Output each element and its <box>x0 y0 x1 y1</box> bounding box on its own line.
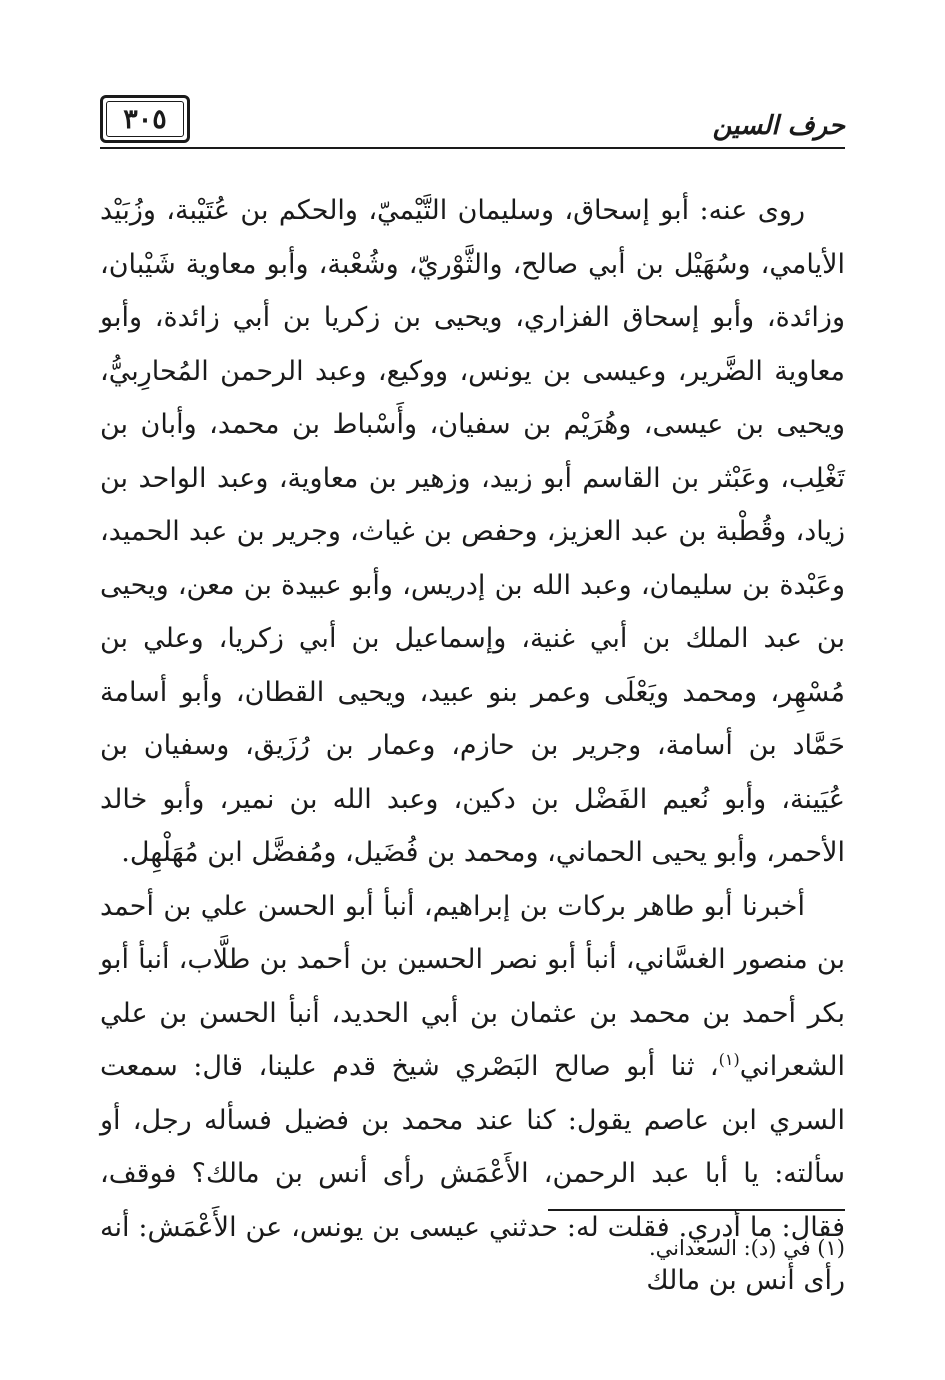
body-text <box>100 184 845 1308</box>
footnote-rule <box>548 1209 845 1211</box>
isnad-text-end: ، ثنا أبو صالح البَصْري شيخ قدم علينا، قال: سمعت السري ابن عاصم يقول: كنا عند محمد بن فضيل فسأله رجل، أو سألته: يا أبا عبد الرحمن، الأَعْمَش رأى أنس بن مالك؟ فوقف، فقال: ما أدري. فقلت له: حدثني عيسى بن يونس، عن الأَعْمَش: أنه رأى أنس بن مالك <box>100 1051 845 1296</box>
footnote-marker: (١) <box>718 1050 740 1069</box>
header-rule <box>100 147 845 149</box>
isnad-text-start: أخبرنا أبو طاهر بركات بن إبراهيم، أنبأ أبو الحسن علي بن أحمد بن منصور الغسَّاني، أنبأ أبو نصر الحسين بن أحمد بن طلَّاب، أنبأ أبو بكر أحمد بن محمد بن عثمان بن أبي الحديد، أنبأ الحسن بن علي الشعراني <box>100 890 845 1082</box>
running-title: حرف السين <box>712 111 845 141</box>
page-header <box>100 95 845 155</box>
page-number: ٣٠٥ <box>100 95 190 143</box>
footnote: (١) في (د): السعداني. <box>648 1236 845 1260</box>
paragraph-narrators: روى عنه: أبو إسحاق، وسليمان التَّيْميّ، والحكم بن عُتَيْبة، وزُبَيْد الأيامي، وسُهَيْل بن أبي صالح، والثَّوْريّ، وشُعْبة، وأبو معاوية شَيْبان، وزائدة، وأبو إسحاق الفزاري، ويحيى بن زكريا بن أبي زائدة، وأبو معاوية الضَّرير، وعيسى بن يونس، ووكيع، وعبد الرحمن المُحارِبيُّ، ويحيى بن عيسى، وهُرَيْم بن سفيان، وأَسْباط بن محمد، وأبان بن تَغْلِب، وعَبْثر بن القاسم أبو زبيد، وزهير بن معاوية، وعبد الواحد بن زياد، وقُطْبة بن عبد العزيز، وحفص بن غياث، وجرير بن عبد الحميد، وعَبْدة بن سليمان، وعبد الله بن إدريس، وأبو عبيدة بن معن، ويحيى بن عبد الملك بن أبي غنية، وإسماعيل بن أبي زكريا، وعلي بن مُسْهِر، ومحمد ويَعْلَى وعمر بنو عبيد، ويحيى القطان، وأبو أسامة حَمَّاد بن أسامة، وجرير بن حازم، وعمار بن رُزَيق، وسفيان بن عُيَينة، وأبو نُعيم الفَضْل بن دكين، وعبد الله بن نمير، وأبو خالد الأحمر، وأبو يحيى الحماني، ومحمد بن فُضَيل، ومُفضَّل ابن مُهَلْهِل. <box>100 195 845 868</box>
